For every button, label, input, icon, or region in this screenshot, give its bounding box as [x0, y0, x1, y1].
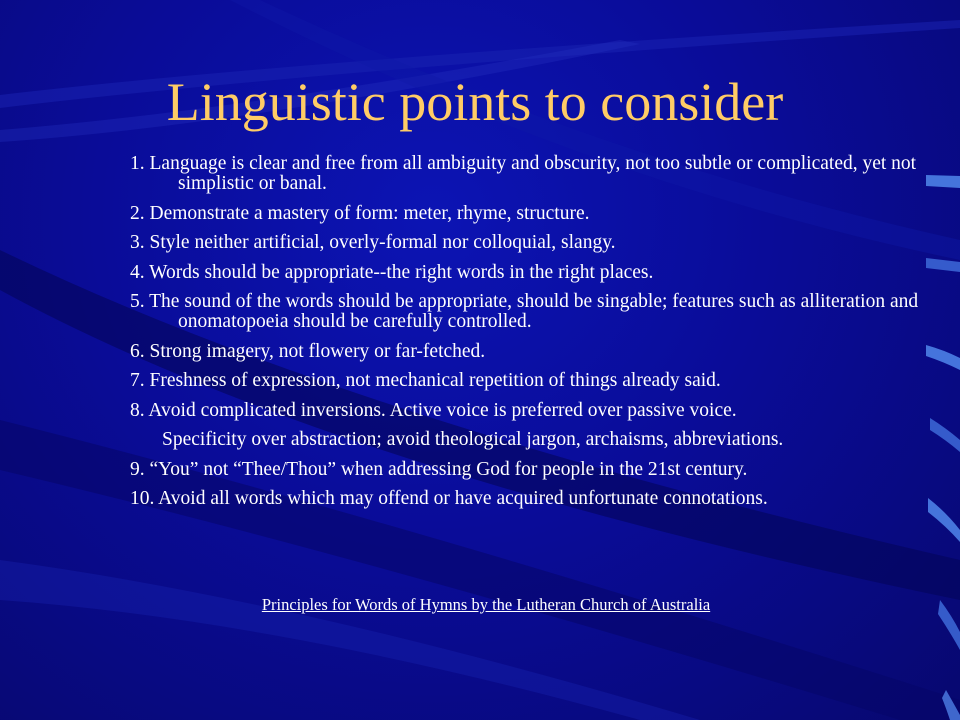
- point-item: 1. Language is clear and free from all ambiguity and obscurity, not too subtle or complicated, yet not simplistic or banal.: [130, 153, 917, 194]
- point-item: 7. Freshness of expression, not mechanical repetition of things already said.: [130, 370, 721, 391]
- source-link[interactable]: Principles for Words of Hymns by the Lutheran Church of Australia: [261, 595, 711, 614]
- linguistic-points-list: [130, 154, 920, 519]
- point-continuation: Specificity over abstraction; avoid theological jargon, archaisms, abbreviations.: [162, 429, 784, 450]
- point-item: 6. Strong imagery, not flowery or far-fetched.: [130, 340, 486, 362]
- point-item: 10. Avoid all words which may offend or have acquired unfortunate connotations.: [130, 488, 768, 509]
- point-item: 9. “You” not “Thee/Thou” when addressing God for people in the 21st century.: [130, 458, 748, 480]
- slide-title: Linguistic points to consider: [166, 72, 784, 132]
- point-item: 5. The sound of the words should be appropriate, should be singable; features such as alliteration and onomatopoeia should be carefully controlled.: [130, 291, 919, 332]
- point-item: 4. Words should be appropriate--the right words in the right places.: [130, 261, 654, 283]
- point-item: 2. Demonstrate a mastery of form: meter, rhyme, structure.: [130, 202, 590, 224]
- point-item: 3. Style neither artificial, overly-formal nor colloquial, slangy.: [130, 232, 616, 253]
- point-item: 8. Avoid complicated inversions. Active voice is preferred over passive voice.: [130, 399, 737, 421]
